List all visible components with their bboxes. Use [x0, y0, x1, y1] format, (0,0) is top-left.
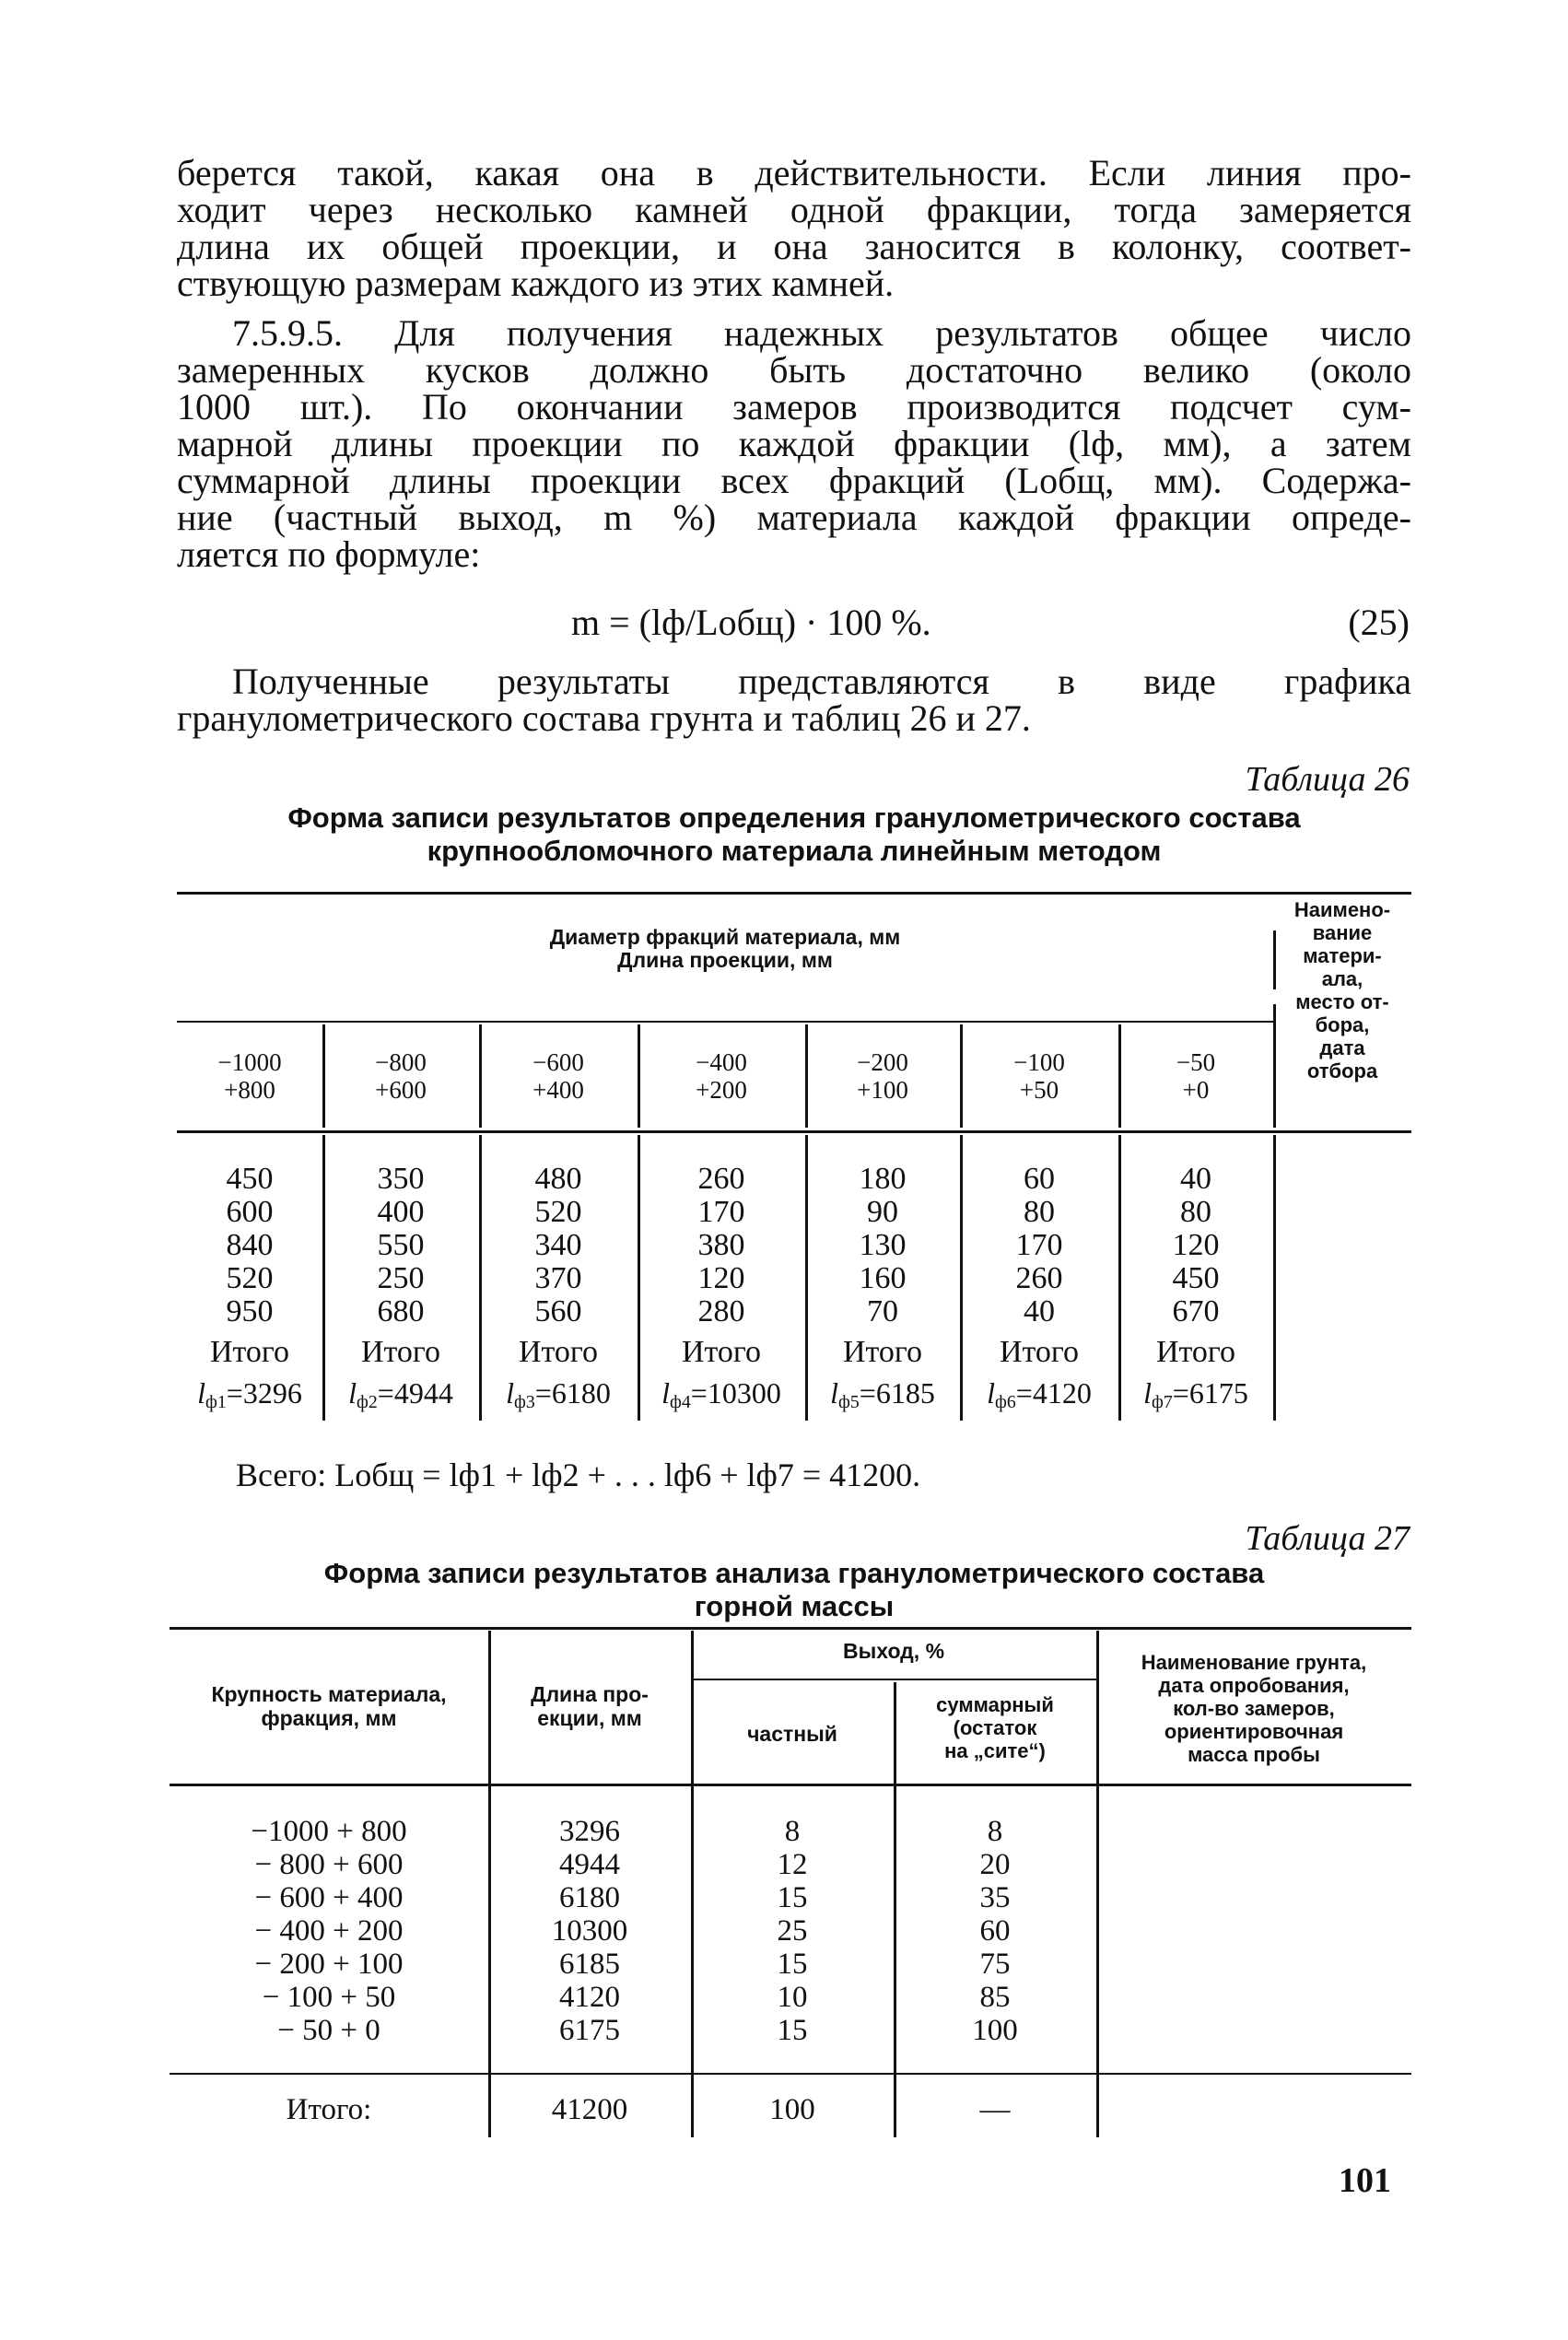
table26-top-rule [177, 892, 1411, 895]
length-cell: 3296 [559, 1815, 620, 1848]
sum-cell: $l_{ф1}=3296$ [197, 1376, 302, 1412]
sum-cell: $l_{ф6}=4120$ [987, 1376, 1092, 1412]
partial-cell: 10 [777, 1981, 808, 2014]
size-cell: − 600 + 400 [254, 1881, 404, 1914]
table26-column [1118, 1163, 1273, 1419]
text-line: берется такой, какая она в действительности. Если линия про- [177, 152, 1411, 193]
table26-vline [1273, 1004, 1276, 1128]
table26-cell: 350 [377, 1162, 425, 1196]
paragraph-2 [177, 312, 1411, 575]
table26-column [177, 1163, 322, 1419]
cumulative-cell: 60 [979, 1914, 1011, 1948]
sum-value: 6185 [875, 1376, 935, 1410]
header-line: Длина про- [531, 1682, 649, 1706]
table26-cell: 40 [1024, 1294, 1055, 1328]
cumulative-cell: 20 [979, 1848, 1011, 1881]
itogo-label: Итого [999, 1335, 1080, 1369]
table26-header-line: бора, [1315, 1013, 1370, 1036]
partial-cell: 15 [777, 2014, 808, 2047]
table26-cell: 520 [534, 1195, 582, 1229]
cumulative-cell: 85 [979, 1981, 1011, 2014]
table26-header-line: вание [1312, 921, 1373, 944]
partial-cell: 8 [784, 1815, 801, 1848]
table26-cell: 180 [859, 1162, 907, 1196]
table26-vline [322, 1024, 325, 1128]
table26-cell: 70 [867, 1294, 898, 1328]
table27-head-cumulative [894, 1693, 1096, 1762]
table26-vline [479, 1024, 482, 1128]
table26-column [638, 1163, 805, 1419]
fraction-lower: +50 [1019, 1076, 1059, 1104]
table26-header-line: отбора [1306, 1059, 1378, 1082]
text-line: суммарной длины проекции всех фракций (Lобщ, мм). Содержа- [177, 460, 1411, 501]
table26-cell: 450 [226, 1162, 274, 1196]
header-line: екции, мм [537, 1706, 642, 1730]
table27-yield-rule [691, 1679, 1096, 1680]
sum-value: 10300 [707, 1376, 781, 1410]
table27-total-length: 41200 [551, 2093, 628, 2126]
table26-vline [638, 1024, 640, 1128]
table27-head-yield: Выход, % [842, 1639, 945, 1663]
table26-header-name [1273, 898, 1411, 1082]
partial-cell: 15 [777, 1948, 808, 1981]
table27-header-bottom-rule [170, 1784, 1411, 1786]
table27-column-partial [691, 1815, 894, 2047]
table26-header-line: Наимено- [1293, 898, 1391, 921]
table26-cell: 400 [377, 1195, 425, 1229]
table26-header-line: Длина проекции, мм [617, 948, 833, 972]
table26-grand-total: Всего: Lобщ = lф1 + lф2 + . . . lф6 + lф7 = 41200. [236, 1457, 921, 1493]
length-cell: 4944 [559, 1848, 620, 1881]
table26-title-line: крупнообломочного материала линейным методом [427, 835, 1162, 867]
size-cell: − 100 + 50 [262, 1981, 396, 2014]
fraction-upper: −1000 [217, 1048, 282, 1076]
fraction-lower: +600 [375, 1076, 427, 1104]
itogo-label: Итого [209, 1335, 290, 1369]
table26-cell: 600 [226, 1195, 274, 1229]
sum-cell: $l_{ф4}=10300$ [661, 1376, 781, 1412]
sum-value: 6175 [1188, 1376, 1248, 1410]
sum-cell: $l_{ф5}=6185$ [830, 1376, 935, 1412]
length-cell: 6185 [559, 1948, 620, 1981]
paragraph-1 [177, 152, 1411, 304]
table26-cell: 90 [867, 1195, 898, 1229]
itogo-label: Итого [360, 1335, 441, 1369]
header-line: масса пробы [1188, 1743, 1320, 1766]
header-line: ориентировочная [1164, 1720, 1344, 1743]
partial-cell: 12 [777, 1848, 808, 1881]
size-cell: − 800 + 600 [254, 1848, 404, 1881]
table26-fraction-3 [479, 1048, 638, 1104]
table26-cell: 160 [859, 1261, 907, 1295]
table26-cell: 130 [859, 1228, 907, 1262]
table26-cell: 840 [226, 1228, 274, 1262]
table26-cell: 520 [226, 1261, 274, 1295]
text-line: Полученные результаты представляются в виде графика [232, 661, 1411, 702]
header-line: кол-во замеров, [1173, 1697, 1335, 1720]
table26-header-line: Диаметр фракций материала, мм [549, 925, 901, 949]
table27-head-name [1096, 1651, 1411, 1766]
table26-cell: 340 [534, 1228, 582, 1262]
table26-cell: 550 [377, 1228, 425, 1262]
table27-head-length [488, 1682, 691, 1730]
table27-top-rule [170, 1627, 1411, 1630]
sum-cell: $l_{ф2}=4944$ [348, 1376, 453, 1412]
fraction-lower: +800 [224, 1076, 275, 1104]
length-cell: 6180 [559, 1881, 620, 1914]
table26-header-bottom-rule [177, 1130, 1411, 1133]
table26-cell: 80 [1180, 1195, 1211, 1229]
fraction-upper: −400 [696, 1048, 747, 1076]
itogo-label: Итого [842, 1335, 923, 1369]
fraction-upper: −600 [532, 1048, 584, 1076]
table27-total-rule [170, 2073, 1411, 2075]
table26-cell: 120 [1172, 1228, 1220, 1262]
header-line: дата опробования, [1158, 1674, 1350, 1697]
table26-title [177, 801, 1411, 868]
header-line: (остаток [953, 1716, 1037, 1739]
text-line: ходит через несколько камней одной фракции, тогда замеряется [177, 189, 1411, 230]
text-line: ние (частный выход, m %) материала каждой фракции опреде- [177, 497, 1411, 538]
table26-cell: 670 [1172, 1294, 1220, 1328]
table26-vline [1273, 1135, 1276, 1421]
table26-cell: 380 [697, 1228, 745, 1262]
size-cell: − 400 + 200 [254, 1914, 404, 1948]
table27-vline [1096, 1631, 1099, 2137]
table26-cell: 280 [697, 1294, 745, 1328]
table26-column [322, 1163, 479, 1419]
text-line: замеренных кусков должно быть достаточно велико (около [177, 349, 1411, 391]
table26-cell: 40 [1180, 1162, 1211, 1196]
table27-head-size [170, 1682, 488, 1730]
fraction-lower: +0 [1182, 1076, 1210, 1104]
table27-head-partial: частный [747, 1722, 837, 1746]
table26-column [479, 1163, 638, 1419]
size-cell: − 50 + 0 [277, 2014, 380, 2047]
table26-header-top [177, 926, 1273, 972]
table26-cell: 60 [1024, 1162, 1055, 1196]
table26-divider [1273, 930, 1276, 989]
header-line: фракция, мм [261, 1706, 397, 1730]
length-cell: 4120 [559, 1981, 620, 2014]
fraction-lower: +200 [696, 1076, 747, 1104]
itogo-label: Итого [681, 1335, 762, 1369]
table27-total-label: Итого: [286, 2093, 372, 2126]
table26-title-line: Форма записи результатов определения гранулометрического состава [287, 801, 1301, 834]
page-number: 101 [1339, 2161, 1391, 2200]
length-cell: 6175 [559, 2014, 620, 2047]
table26-fraction-2 [322, 1048, 479, 1104]
fraction-upper: −100 [1013, 1048, 1065, 1076]
table26-column [805, 1163, 960, 1419]
table26-vline [1118, 1024, 1121, 1128]
formula: m = (lф/Lобщ) · 100 %. [571, 602, 931, 643]
sum-value: 4120 [1032, 1376, 1092, 1410]
table27-column-cumulative [894, 1815, 1096, 2047]
paragraph-3 [177, 663, 1411, 737]
table26-fraction-1 [177, 1048, 322, 1104]
table26-fraction-4 [638, 1048, 805, 1104]
table26-column [960, 1163, 1118, 1419]
size-cell: −1000 + 800 [251, 1815, 407, 1848]
table26-vline [960, 1024, 963, 1128]
sum-cell: $l_{ф7}=6175$ [1143, 1376, 1248, 1412]
table26-fraction-5 [805, 1048, 960, 1104]
table26-cell: 260 [1015, 1261, 1063, 1295]
table27-title-line: горной массы [694, 1590, 895, 1622]
table26-cell: 370 [534, 1261, 582, 1295]
table26-cell: 120 [697, 1261, 745, 1295]
table26-cell: 950 [226, 1294, 274, 1328]
size-cell: − 200 + 100 [254, 1948, 404, 1981]
table26-cell: 250 [377, 1261, 425, 1295]
table27-column-length [488, 1815, 691, 2047]
table26-cell: 680 [377, 1294, 425, 1328]
cumulative-cell: 35 [979, 1881, 1011, 1914]
table26-header-mid-rule [177, 1021, 1275, 1023]
table26-cell: 170 [1015, 1228, 1063, 1262]
table26-fraction-7 [1118, 1048, 1273, 1104]
cumulative-cell: 8 [987, 1815, 1003, 1848]
table26-fraction-6 [960, 1048, 1118, 1104]
table26-header-line: матери- [1303, 944, 1382, 967]
cumulative-cell: 100 [972, 2014, 1018, 2047]
text-line: 1000 шт.). По окончании замеров производится подсчет сум- [177, 386, 1411, 427]
sum-value: 6180 [551, 1376, 611, 1410]
header-line: на „сите“) [944, 1739, 1046, 1762]
table26-caption: Таблица 26 [1245, 760, 1410, 799]
fraction-lower: +400 [532, 1076, 584, 1104]
text-line: 7.5.9.5. Для получения надежных результатов общее число [232, 312, 1411, 354]
itogo-label: Итого [518, 1335, 599, 1369]
table26-header-line: дата [1319, 1036, 1365, 1059]
length-cell: 10300 [551, 1914, 628, 1948]
text-line: марной длины проекции по каждой фракции (lф, мм), а затем [177, 423, 1411, 464]
partial-cell: 15 [777, 1881, 808, 1914]
sum-value: 3296 [242, 1376, 302, 1410]
table27-total-partial: 100 [769, 2093, 815, 2126]
table26-header-line: место от- [1295, 990, 1389, 1013]
table26-vline [805, 1024, 808, 1128]
table26-cell: 480 [534, 1162, 582, 1196]
sum-cell: $l_{ф3}=6180$ [506, 1376, 611, 1412]
header-line: Наименование грунта, [1141, 1651, 1367, 1674]
table27-column-size [170, 1815, 488, 2047]
table26-cell: 80 [1024, 1195, 1055, 1229]
header-line: Крупность материала, [211, 1682, 447, 1706]
header-line: суммарный [936, 1693, 1054, 1716]
text-line: ствующую размерам каждого из этих камней. [177, 263, 895, 304]
fraction-lower: +100 [857, 1076, 908, 1104]
partial-cell: 25 [777, 1914, 808, 1948]
table26-cell: 560 [534, 1294, 582, 1328]
fraction-upper: −50 [1176, 1048, 1216, 1076]
table27-title-line: Форма записи результатов анализа гранулометрического состава [323, 1557, 1265, 1589]
table26-cell: 450 [1172, 1261, 1220, 1295]
text-line: ляется по формуле: [177, 533, 481, 575]
table26-cell: 260 [697, 1162, 745, 1196]
table26-cell: 170 [697, 1195, 745, 1229]
text-line: длина их общей проекции, и она заносится в колонку, соответ- [177, 226, 1411, 267]
cumulative-cell: 75 [979, 1948, 1011, 1981]
text-line: гранулометрического состава грунта и таблиц 26 и 27. [177, 697, 1031, 739]
formula-number: (25) [1348, 602, 1410, 643]
itogo-label: Итого [1155, 1335, 1236, 1369]
table27-total-cumulative: — [979, 2093, 1011, 2126]
table27-title [177, 1557, 1411, 1623]
fraction-upper: −800 [375, 1048, 427, 1076]
table26-header-line: ала, [1321, 967, 1363, 990]
table27-caption: Таблица 27 [1245, 1519, 1410, 1558]
fraction-upper: −200 [857, 1048, 908, 1076]
sum-value: 4944 [393, 1376, 453, 1410]
